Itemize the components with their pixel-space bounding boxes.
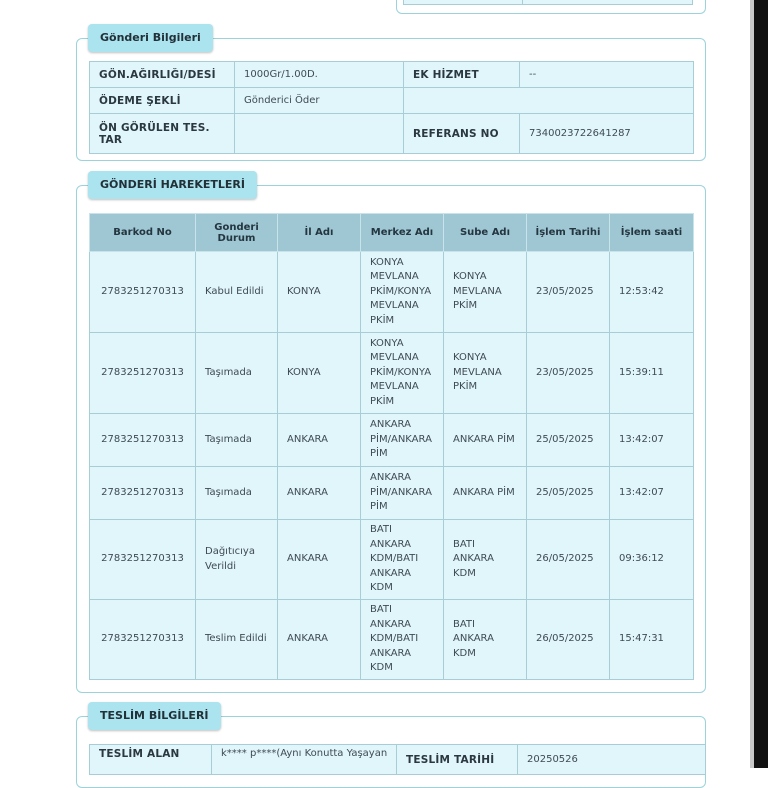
status-cell: Taşımada bbox=[196, 333, 278, 414]
barcode-cell: 2783251270313 bbox=[90, 520, 196, 600]
movements-title: GÖNDERİ HAREKETLERİ bbox=[88, 171, 257, 199]
branch-cell: ANKARA PİM bbox=[444, 414, 527, 467]
time-cell: 15:47:31 bbox=[610, 600, 694, 680]
extra-service-label: EK HİZMET bbox=[404, 62, 520, 88]
weight-label: GÖN.AĞIRLIĞI/DESİ bbox=[90, 62, 235, 88]
center-cell: KONYA MEVLANA PKİM/KONYA MEVLANA PKİM bbox=[361, 333, 444, 414]
window-edge bbox=[754, 0, 768, 768]
barcode-cell: 2783251270313 bbox=[90, 333, 196, 414]
estimated-delivery-label: ÖN GÖRÜLEN TES. TAR bbox=[90, 114, 235, 154]
date-cell: 26/05/2025 bbox=[527, 520, 610, 600]
table-row bbox=[90, 333, 694, 414]
table-row bbox=[90, 252, 694, 333]
estimated-delivery-value bbox=[235, 114, 404, 154]
province-cell: ANKARA bbox=[278, 467, 361, 520]
date-cell: 23/05/2025 bbox=[527, 252, 610, 333]
branch-cell: ANKARA PİM bbox=[444, 467, 527, 520]
payment-label: ÖDEME ŞEKLİ bbox=[90, 88, 235, 114]
reference-value: 7340023722641287 bbox=[520, 114, 694, 154]
status-cell: Taşımada bbox=[196, 414, 278, 467]
province-cell: KONYA bbox=[278, 252, 361, 333]
header-date: İşlem Tarihi bbox=[527, 214, 610, 252]
delivery-info-table bbox=[89, 744, 706, 775]
branch-cell: BATI ANKARA KDM bbox=[444, 520, 527, 600]
table-row bbox=[90, 520, 694, 600]
time-cell: 13:42:07 bbox=[610, 414, 694, 467]
status-cell: Dağıtıcıya Verildi bbox=[196, 520, 278, 600]
movements-panel bbox=[76, 185, 706, 693]
center-cell: ANKARA PİM/ANKARA PİM bbox=[361, 467, 444, 520]
date-cell: 23/05/2025 bbox=[527, 333, 610, 414]
header-status: Gonderi Durum bbox=[196, 214, 278, 252]
status-cell: Kabul Edildi bbox=[196, 252, 278, 333]
header-province: İl Adı bbox=[278, 214, 361, 252]
movements-table bbox=[89, 213, 694, 680]
empty-cell bbox=[404, 88, 694, 114]
branch-cell: BATI ANKARA KDM bbox=[444, 600, 527, 680]
status-cell: Teslim Edildi bbox=[196, 600, 278, 680]
reference-label: REFERANS NO bbox=[404, 114, 520, 154]
date-cell: 26/05/2025 bbox=[527, 600, 610, 680]
extra-service-value: -- bbox=[520, 62, 694, 88]
time-cell: 12:53:42 bbox=[610, 252, 694, 333]
date-cell: 25/05/2025 bbox=[527, 414, 610, 467]
weight-value: 1000Gr/1.00D. bbox=[235, 62, 404, 88]
time-cell: 09:36:12 bbox=[610, 520, 694, 600]
receiver-value: k**** p****(Aynı Konutta Yaşayan bbox=[212, 745, 397, 775]
payment-value: Gönderici Öder bbox=[235, 88, 404, 114]
status-cell: Taşımada bbox=[196, 467, 278, 520]
time-cell: 15:39:11 bbox=[610, 333, 694, 414]
delivery-info-title: TESLİM BİLGİLERİ bbox=[88, 702, 221, 730]
branch-cell: KONYA MEVLANA PKİM bbox=[444, 333, 527, 414]
table-row bbox=[90, 414, 694, 467]
table-row bbox=[90, 600, 694, 680]
barcode-cell: 2783251270313 bbox=[90, 252, 196, 333]
table-row bbox=[90, 467, 694, 520]
shipment-info-panel bbox=[76, 38, 706, 161]
barcode-cell: 2783251270313 bbox=[90, 414, 196, 467]
barcode-cell: 2783251270313 bbox=[90, 467, 196, 520]
branch-cell: KONYA MEVLANA PKİM bbox=[444, 252, 527, 333]
date-cell: 25/05/2025 bbox=[527, 467, 610, 520]
province-cell: ANKARA bbox=[278, 520, 361, 600]
delivery-date-label: TESLİM TARİHİ bbox=[397, 745, 518, 775]
receiver-label: TESLİM ALAN bbox=[90, 745, 212, 775]
province-cell: KONYA bbox=[278, 333, 361, 414]
center-cell: BATI ANKARA KDM/BATI ANKARA KDM bbox=[361, 600, 444, 680]
province-cell: ANKARA bbox=[278, 600, 361, 680]
delivery-date-value: 20250526 bbox=[518, 745, 706, 775]
time-cell: 13:42:07 bbox=[610, 467, 694, 520]
header-time: İşlem saati bbox=[610, 214, 694, 252]
shipment-info-title: Gönderi Bilgileri bbox=[88, 24, 213, 52]
previous-panel-fragment bbox=[396, 0, 706, 14]
center-cell: BATI ANKARA KDM/BATI ANKARA KDM bbox=[361, 520, 444, 600]
center-cell: ANKARA PİM/ANKARA PİM bbox=[361, 414, 444, 467]
header-barcode: Barkod No bbox=[90, 214, 196, 252]
header-branch: Sube Adı bbox=[444, 214, 527, 252]
shipment-info-table bbox=[89, 61, 694, 154]
center-cell: KONYA MEVLANA PKİM/KONYA MEVLANA PKİM bbox=[361, 252, 444, 333]
province-cell: ANKARA bbox=[278, 414, 361, 467]
header-center: Merkez Adı bbox=[361, 214, 444, 252]
barcode-cell: 2783251270313 bbox=[90, 600, 196, 680]
